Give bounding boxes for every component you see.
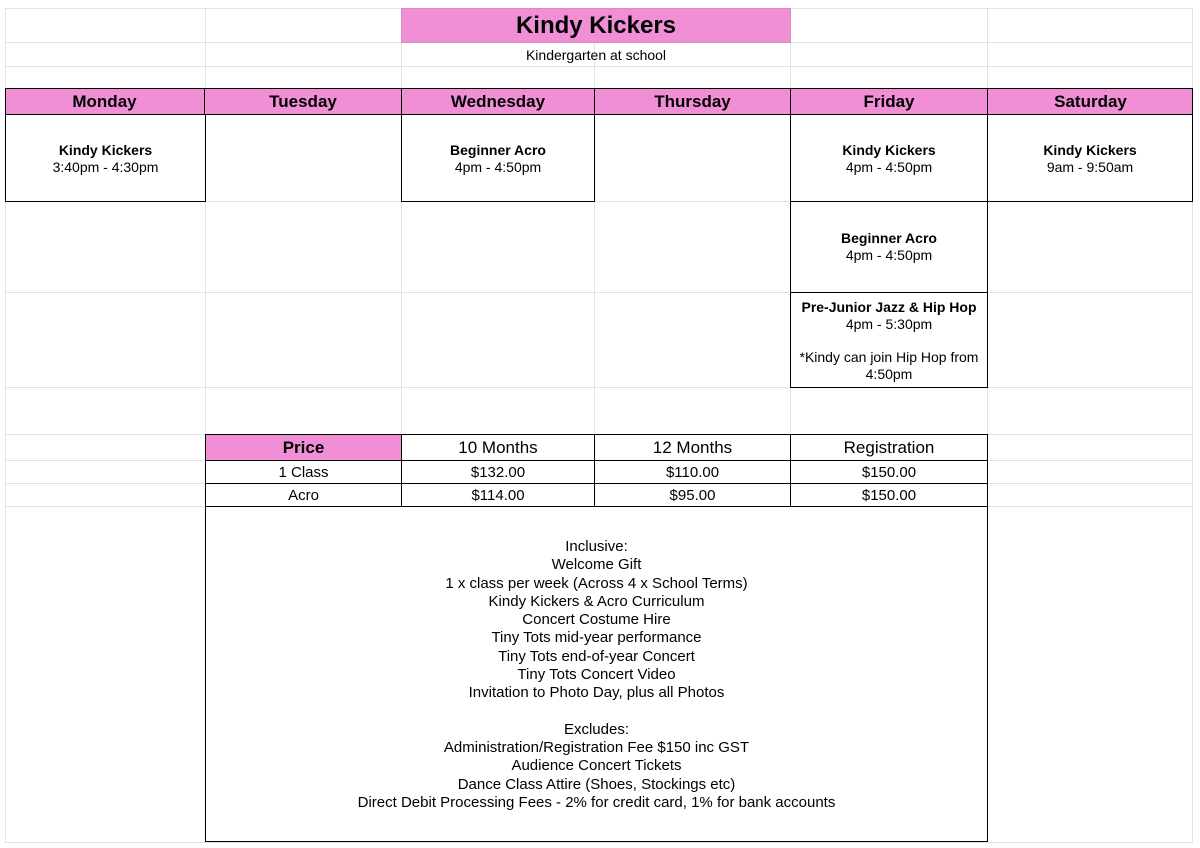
inclusive-heading: Inclusive: xyxy=(565,538,628,555)
class-name: Beginner Acro xyxy=(450,142,546,158)
excludes-item: Dance Class Attire (Shoes, Stockings etc) xyxy=(457,775,736,793)
class-time: 9am - 9:50am xyxy=(1046,159,1134,175)
class-name: Pre-Junior Jazz & Hip Hop xyxy=(801,299,977,315)
day-header-monday: Monday xyxy=(5,88,205,115)
class-name: Beginner Acro xyxy=(841,230,937,246)
class-cell-wednesday xyxy=(401,114,595,202)
inclusive-item: Kindy Kickers & Acro Curriculum xyxy=(488,592,705,610)
class-name: Kindy Kickers xyxy=(58,142,153,158)
class-time: 3:40pm - 4:30pm xyxy=(52,159,159,175)
class-note: *Kindy can join Hip Hop from 4:50pm xyxy=(799,349,979,382)
gridline xyxy=(5,842,1193,843)
price-header-12-months: 12 Months xyxy=(594,434,791,461)
excludes-item: Direct Debit Processing Fees - 2% for credit card, 1% for bank accounts xyxy=(357,793,836,811)
gridline xyxy=(5,292,1193,293)
page-title: Kindy Kickers xyxy=(401,8,791,43)
inclusive-item: Concert Costume Hire xyxy=(522,611,671,629)
price-header-10-months: 10 Months xyxy=(401,434,595,461)
excludes-item: Administration/Registration Fee $150 inc GST xyxy=(443,738,750,756)
class-time: 4pm - 4:50pm xyxy=(454,159,542,175)
price-header-label: Price xyxy=(205,434,402,461)
day-header-friday: Friday xyxy=(791,88,988,115)
inclusive-item: Tiny Tots end-of-year Concert xyxy=(498,647,695,665)
day-header-tuesday: Tuesday xyxy=(205,88,402,115)
price-header-registration: Registration xyxy=(790,434,988,461)
price-value: $110.00 xyxy=(594,460,791,484)
price-value: $150.00 xyxy=(790,460,988,484)
price-value: $150.00 xyxy=(790,483,988,507)
price-value: $114.00 xyxy=(401,483,595,507)
day-header-wednesday: Wednesday xyxy=(402,88,595,115)
day-header-thursday: Thursday xyxy=(595,88,791,115)
excludes-item: Audience Concert Tickets xyxy=(511,757,682,775)
price-row-label: 1 Class xyxy=(205,460,402,484)
class-name: Kindy Kickers xyxy=(842,142,936,158)
class-cell-saturday xyxy=(987,114,1193,202)
class-time: 4pm - 4:50pm xyxy=(845,247,933,263)
gridline xyxy=(5,387,1193,388)
inclusive-item: Tiny Tots mid-year performance xyxy=(491,629,702,647)
class-cell-friday-3 xyxy=(790,292,988,388)
inclusive-item: Invitation to Photo Day, plus all Photos xyxy=(468,684,725,702)
class-cell-monday xyxy=(5,114,206,202)
price-row-label: Acro xyxy=(205,483,402,507)
inclusive-item: Tiny Tots Concert Video xyxy=(517,666,676,684)
excludes-heading: Excludes: xyxy=(563,720,630,738)
price-value: $132.00 xyxy=(401,460,595,484)
inclusions-box xyxy=(205,506,988,842)
inclusive-item: 1 x class per week (Across 4 x School Terms) xyxy=(445,574,748,592)
page-subtitle: Kindergarten at school xyxy=(525,47,667,63)
class-time: 4pm - 5:30pm xyxy=(845,316,933,332)
class-cell-friday-1 xyxy=(790,114,988,202)
day-header-saturday: Saturday xyxy=(1054,91,1127,111)
price-value: $95.00 xyxy=(594,483,791,507)
inclusive-item: Welcome Gift xyxy=(551,556,642,574)
class-time: 4pm - 4:50pm xyxy=(845,159,933,175)
class-name: Kindy Kickers xyxy=(1043,142,1137,158)
class-cell-friday-2 xyxy=(790,201,988,293)
